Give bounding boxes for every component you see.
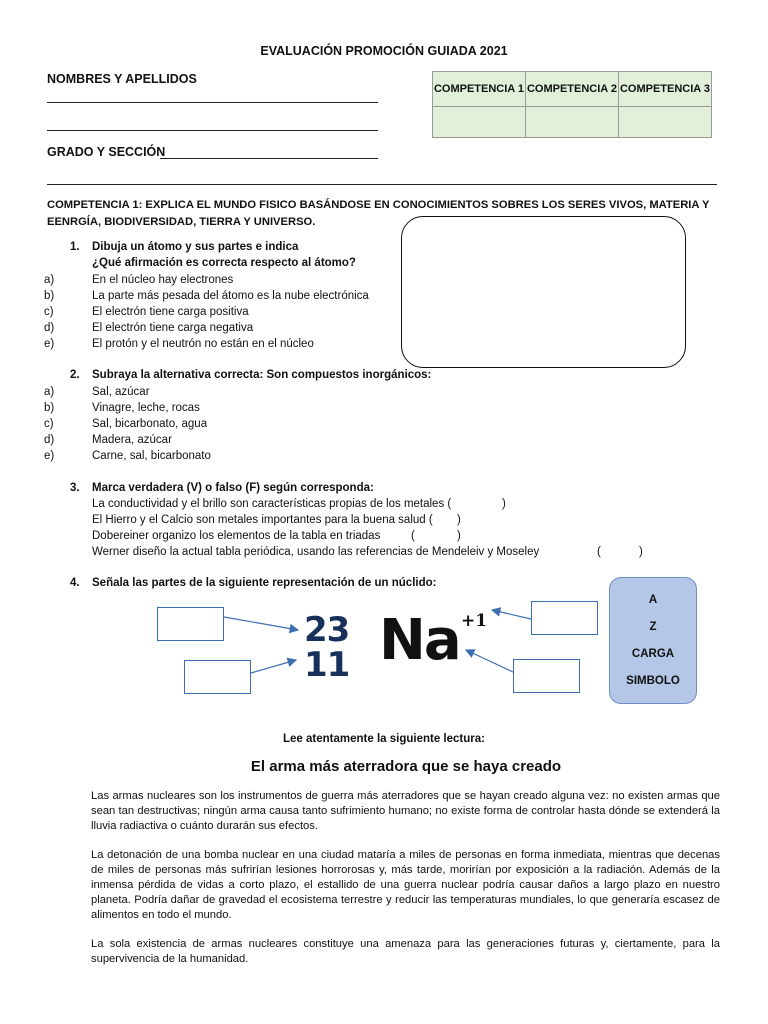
atom-drawing-box[interactable]	[401, 216, 686, 368]
arrow-to-mass-number	[224, 617, 298, 630]
q2-option-b[interactable]: b) Vinagre, leche, rocas	[44, 402, 200, 414]
reading-title: El arma más aterradora que se haya creado	[250, 758, 562, 775]
element-symbol: Na	[379, 608, 460, 673]
atomic-number: 11	[304, 645, 350, 685]
q1-option-a[interactable]: a) En el núcleo hay electrones	[44, 274, 234, 286]
q1-line2: ¿Qué afirmación es correcta respecto al átomo?	[92, 257, 356, 269]
q2-option-d[interactable]: d) Madera, azúcar	[44, 434, 172, 446]
competency-table	[432, 71, 712, 138]
q1-option-e[interactable]: e) El protón y el neutrón no están en el núcleo	[44, 338, 314, 350]
arrow-to-symbol	[466, 650, 513, 672]
competency-header-3: COMPETENCIA 3	[619, 72, 712, 107]
competency-section-title: COMPETENCIA 1: EXPLICA EL MUNDO FISICO BASÁNDOSE EN CONOCIMIENTOS SOBRES LOS SERES VIVOS, MATERIA Y EENRGÍA, BIODIVERSIDAD, TIERRA Y UNIVERSO.	[47, 199, 710, 228]
competency-header-1: COMPETENCIA 1	[433, 72, 526, 107]
names-label: NOMBRES Y APELLIDOS	[47, 72, 197, 86]
q3-text: Marca verdadera (V) o falso (F) según corresponda:	[92, 482, 374, 494]
q1-option-b[interactable]: b) La parte más pesada del átomo es la nube electrónica	[44, 290, 369, 302]
q3-close-paren-2: )	[457, 514, 461, 526]
q1-option-c[interactable]: c) El electrón tiene carga positiva	[44, 306, 249, 318]
q3-number: 3.	[70, 482, 80, 494]
q1-line1: Dibuja un átomo y sus partes e indica	[92, 241, 299, 253]
q4-number: 4.	[70, 577, 80, 589]
competency-header-2: COMPETENCIA 2	[526, 72, 619, 107]
legend-a: A	[648, 594, 658, 606]
reading-paragraph-3: La sola existencia de armas nucleares constituye una amenaza para las generaciones futuras y, ciertamente, para la supervivencia de la humanidad.	[91, 938, 720, 965]
arrow-to-charge	[492, 610, 531, 619]
reading-intro: Lee atentamente la siguiente lectura:	[283, 733, 485, 745]
q3-close-paren-4: )	[639, 546, 643, 558]
names-line-1[interactable]	[47, 102, 378, 103]
header-divider	[47, 184, 717, 185]
competency-score-3[interactable]	[619, 107, 712, 138]
reading-paragraph-1: Las armas nucleares son los instrumentos de guerra más aterradores que se hayan creado alguna vez: no existen armas que sean tan destructivas; ningún arma causa tanto sufrimiento humano; no existe forma de controlar hasta dónde se extenderá la lluvia radiactiva o cuánto durarán sus efectos.	[91, 790, 720, 832]
q1-option-d[interactable]: d) El electrón tiene carga negativa	[44, 322, 254, 334]
grade-line[interactable]	[160, 158, 378, 159]
q4-text: Señala las partes de la siguiente representación de un núclido:	[92, 577, 437, 589]
mass-number: 23	[304, 610, 350, 650]
q2-text: Subraya la alternativa correcta: Son compuestos inorgánicos:	[92, 369, 432, 381]
q3-close-paren-1: )	[502, 498, 506, 510]
grade-label: GRADO Y SECCIÓN	[47, 145, 166, 159]
ion-charge: +1	[461, 611, 488, 631]
q2-option-e[interactable]: e) Carne, sal, bicarbonato	[44, 450, 211, 462]
legend-carga: CARGA	[631, 648, 675, 660]
q3-statement-2: El Hierro y el Calcio son metales importantes para la buena salud (	[92, 514, 433, 526]
q2-number: 2.	[70, 369, 80, 381]
legend-simbolo: SIMBOLO	[626, 675, 680, 687]
q3-open-paren-4: (	[597, 546, 601, 558]
nuclide-legend	[609, 577, 697, 704]
q2-option-c[interactable]: c) Sal, bicarbonato, agua	[44, 418, 208, 430]
q3-open-paren-3: (	[411, 530, 415, 542]
q3-statement-4: Werner diseño la actual tabla periódica, usando las referencias de Mendeleiv y Moseley	[92, 546, 540, 558]
q1-number: 1.	[70, 241, 80, 253]
arrow-to-atomic-number	[251, 660, 296, 673]
q3-statement-1: La conductividad y el brillo son características propias de los metales (	[92, 498, 452, 510]
names-line-2[interactable]	[47, 130, 378, 131]
q3-close-paren-3: )	[457, 530, 461, 542]
q3-statement-3: Dobereiner organizo los elementos de la tabla en triadas	[92, 530, 381, 542]
q2-option-a[interactable]: a) Sal, azúcar	[44, 386, 150, 398]
legend-z: Z	[649, 621, 657, 633]
reading-paragraph-2: La detonación de una bomba nuclear en una ciudad mataría a miles de personas en forma inmediata, mientras que decenas de miles de personas más sufrirían lesiones horrorosas y, más tarde, morirían por exposición a la radiación. Además de la inmensa pérdida de vidas a corto plazo, el estallido de una guerra nuclear podría causar daños a largo plazo en nuestro planeta. Podría dañar de gravedad el ecosistema terrestre y reducir las temperaturas mundiales, lo que generaría escasez de alimentos en todo el mundo.	[91, 849, 720, 921]
competency-score-2[interactable]	[526, 107, 619, 138]
page-title: EVALUACIÓN PROMOCIÓN GUIADA 2021	[260, 44, 508, 58]
competency-score-1[interactable]	[433, 107, 526, 138]
